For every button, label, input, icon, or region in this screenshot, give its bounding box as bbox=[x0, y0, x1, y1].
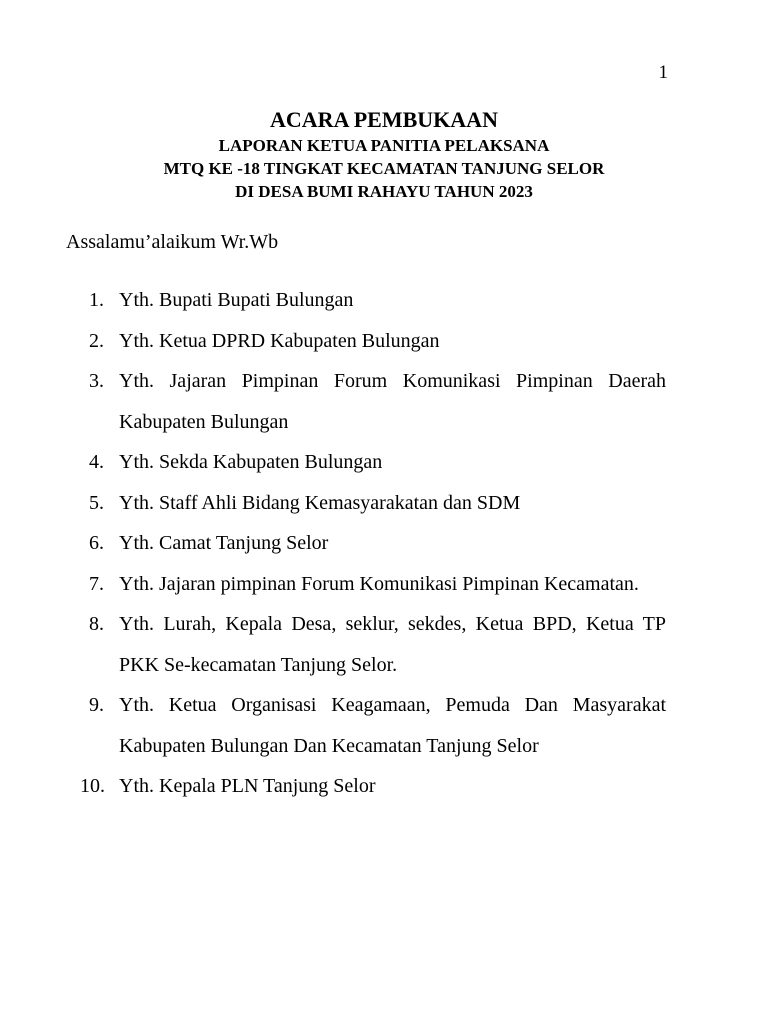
list-item bbox=[0, 685, 768, 766]
list-item-number: 1. bbox=[89, 289, 104, 311]
list-item-number: 6. bbox=[89, 532, 104, 554]
list-item-text: Yth. Camat Tanjung Selor bbox=[119, 532, 329, 554]
list-item-number: 8. bbox=[89, 613, 104, 635]
list-item-text: Yth. Bupati Bupati Bulungan bbox=[119, 289, 354, 311]
list-item bbox=[0, 523, 768, 564]
list-item-text: Yth. Jajaran pimpinan Forum Komunikasi Pimpinan Kecamatan. bbox=[119, 572, 639, 595]
title-block bbox=[0, 106, 768, 203]
list-item-text: Yth. Jajaran Pimpinan Forum Komunikasi Pimpinan Daerah Kabupaten Bulungan bbox=[119, 370, 666, 433]
list-item-text: Yth. Staff Ahli Bidang Kemasyarakatan dan SDM bbox=[119, 491, 521, 514]
list-item-number: 7. bbox=[89, 572, 104, 595]
list-item-number: 3. bbox=[89, 370, 104, 392]
list-item bbox=[0, 766, 768, 807]
addressee-list bbox=[0, 280, 768, 807]
greeting: Assalamu’alaikum Wr.Wb bbox=[66, 231, 279, 253]
list-item-text: Yth. Ketua Organisasi Keagamaan, Pemuda Dan Masyarakat Kabupaten Bulungan Dan Kecamatan Tanjung Selor bbox=[119, 694, 666, 757]
list-item bbox=[0, 280, 768, 321]
list-item bbox=[0, 361, 768, 442]
list-item-number: 2. bbox=[89, 329, 104, 352]
list-item-text: Yth. Sekda Kabupaten Bulungan bbox=[119, 451, 383, 473]
list-item-number: 9. bbox=[89, 694, 104, 716]
list-item-number: 4. bbox=[89, 451, 104, 473]
document-subtitle-location: DI DESA BUMI RAHAYU TAHUN 2023 bbox=[235, 182, 533, 201]
list-item bbox=[0, 442, 768, 483]
list-item bbox=[0, 483, 768, 524]
document-subtitle-event: MTQ KE -18 TINGKAT KECAMATAN TANJUNG SELOR bbox=[163, 159, 605, 178]
document-subtitle-report: LAPORAN KETUA PANITIA PELAKSANA bbox=[218, 136, 550, 155]
list-item-number: 10. bbox=[80, 775, 105, 797]
list-item-text: Yth. Kepala PLN Tanjung Selor bbox=[119, 775, 376, 797]
list-item-number: 5. bbox=[89, 491, 104, 514]
document-title: ACARA PEMBUKAAN bbox=[270, 107, 498, 132]
list-item-text: Yth. Ketua DPRD Kabupaten Bulungan bbox=[119, 329, 440, 352]
list-item bbox=[0, 321, 768, 362]
list-item bbox=[0, 604, 768, 685]
list-item bbox=[0, 564, 768, 605]
list-item-text: Yth. Lurah, Kepala Desa, seklur, sekdes, Ketua BPD, Ketua TP PKK Se-kecamatan Tanjung Selor. bbox=[119, 613, 666, 676]
page-number: 1 bbox=[658, 62, 668, 83]
